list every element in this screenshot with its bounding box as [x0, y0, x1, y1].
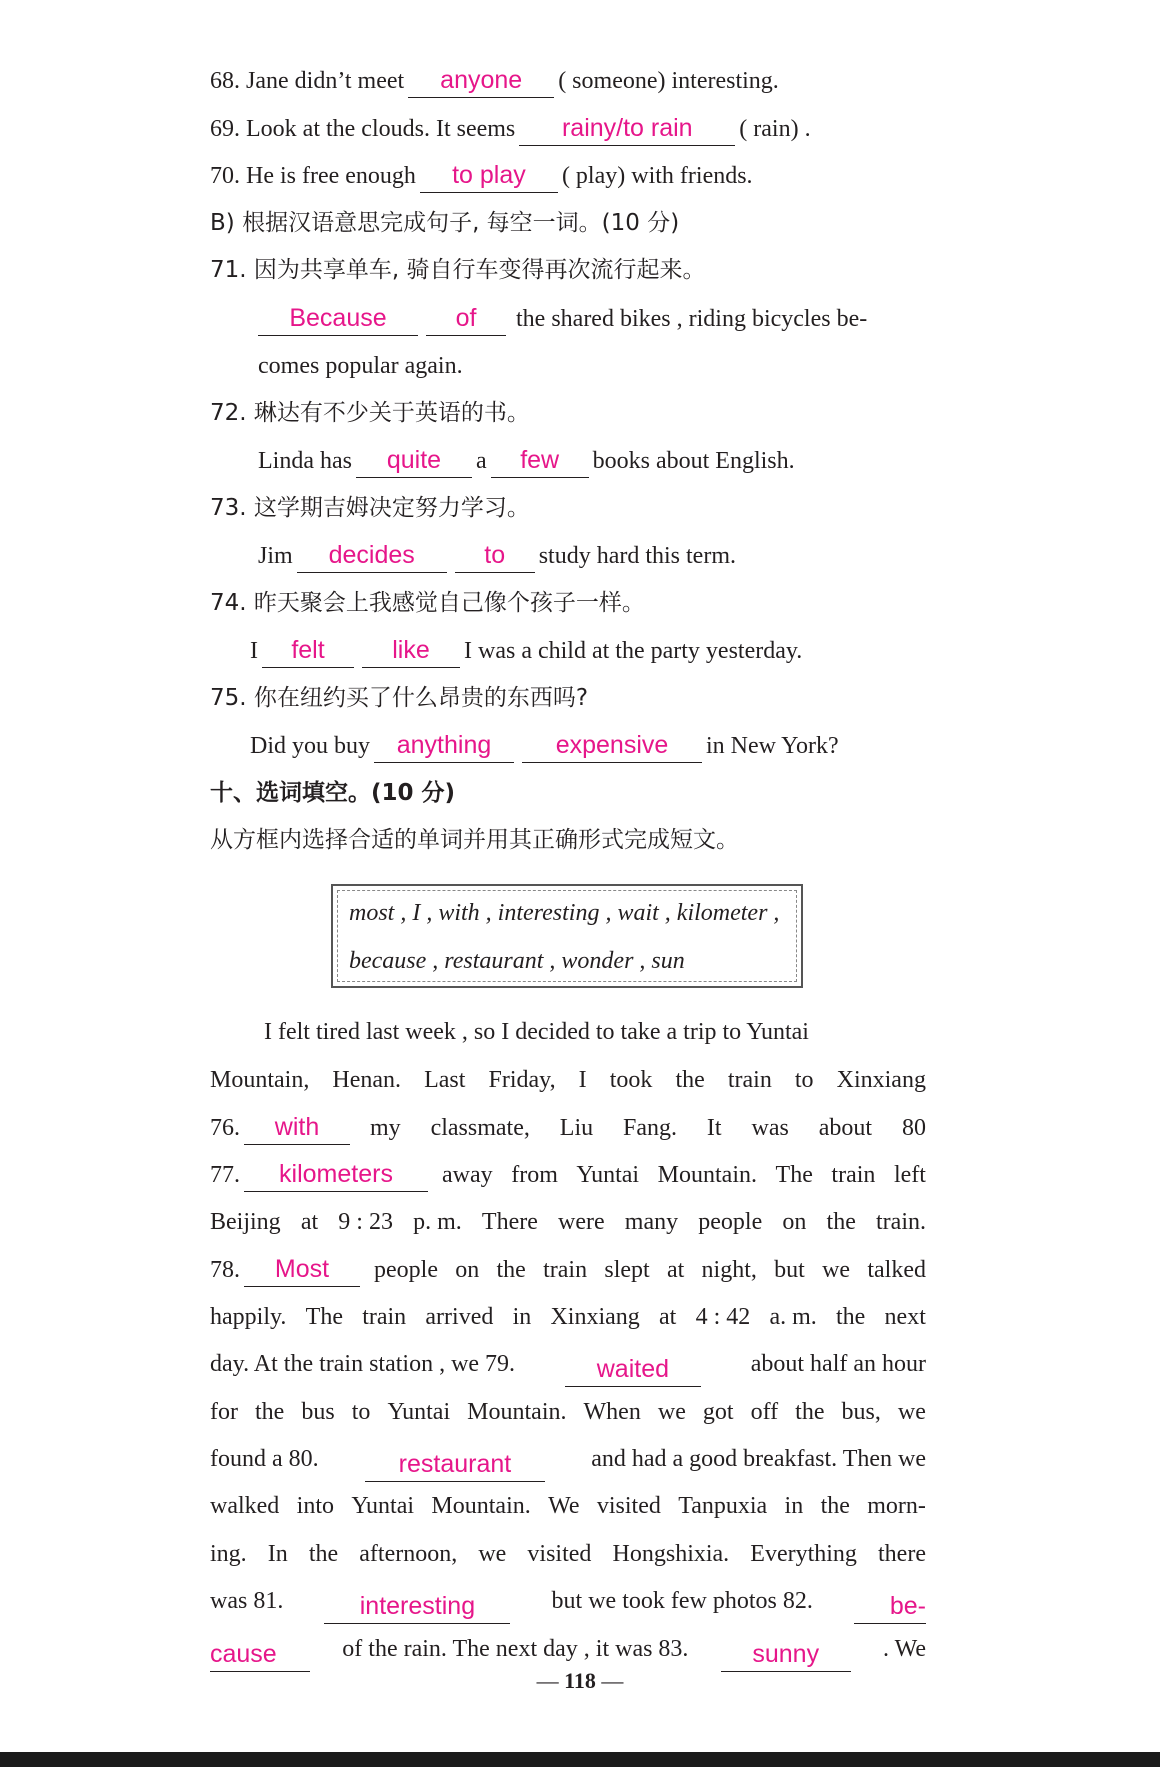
q68-text: 68. Jane didn’t meet	[210, 68, 405, 94]
passage-word: about	[818, 1115, 873, 1141]
answer-75a[interactable]: anything	[374, 728, 514, 763]
passage-word: we	[657, 1399, 686, 1425]
passage-word: 80	[901, 1115, 926, 1141]
answer-72b[interactable]: few	[491, 443, 589, 478]
answer-81[interactable]: interesting	[324, 1589, 510, 1624]
answer-79[interactable]: waited	[565, 1352, 701, 1387]
passage-word: the	[675, 1067, 705, 1093]
answer-76[interactable]: with	[244, 1110, 350, 1145]
answer-68[interactable]: anyone	[408, 63, 554, 98]
passage-word: Yuntai	[387, 1399, 451, 1425]
l3-words	[370, 1105, 926, 1151]
q69-post: ( rain) .	[739, 116, 811, 142]
passage-line-5	[210, 1199, 926, 1245]
passage-line-1: I felt tired last week , so I decided to take a trip to Yuntai	[264, 1019, 809, 1045]
q73-pre: Jim	[258, 543, 293, 569]
passage-word: Beijing	[210, 1209, 281, 1235]
passage-word: ing.	[210, 1541, 247, 1567]
question-69	[210, 106, 926, 152]
passage-line-2	[210, 1057, 926, 1103]
passage-word: on	[782, 1209, 807, 1235]
passage-word: we	[478, 1541, 507, 1567]
passage-line-11	[210, 1483, 926, 1529]
answer-71a[interactable]: Because	[258, 301, 418, 336]
passage-word: Mountain.	[657, 1162, 757, 1188]
passage-word: Henan.	[332, 1067, 402, 1093]
passage-word: into	[296, 1493, 335, 1519]
passage-word: The	[775, 1162, 813, 1188]
l14-mid: of the rain. The next day , it was 83.	[342, 1636, 689, 1662]
answer-75b[interactable]: expensive	[522, 728, 702, 763]
passage-line-9	[210, 1389, 926, 1435]
q71-post: the shared bikes , riding bicycles be-	[516, 306, 868, 332]
passage-word: Yuntai	[576, 1162, 640, 1188]
passage-word: bus	[301, 1399, 335, 1425]
passage-word: train.	[876, 1209, 926, 1235]
passage-word: Everything	[750, 1541, 857, 1567]
q72-post: books about English.	[592, 448, 795, 474]
l10-post: and had a good breakfast. Then we	[591, 1446, 926, 1472]
q75-post: in New York?	[706, 733, 839, 759]
passage-word: walked	[210, 1493, 280, 1519]
passage-word: for	[210, 1399, 238, 1425]
passage-word: 9 : 23	[338, 1209, 393, 1235]
passage-word: at	[659, 1304, 677, 1330]
passage-word: but	[774, 1257, 805, 1283]
passage-word: left	[893, 1162, 926, 1188]
section-b-heading: B) 根据汉语意思完成句子, 每空一词。(10 分)	[210, 210, 680, 236]
l8-post: about half an hour	[750, 1351, 926, 1377]
word-box-line-1: most , I , with , interesting , wait , kilometer ,	[349, 900, 780, 926]
passage-line-3	[210, 1105, 926, 1151]
passage-word: train	[362, 1304, 407, 1330]
passage-word: off	[750, 1399, 779, 1425]
answer-74a[interactable]: felt	[262, 633, 354, 668]
question-68	[210, 58, 926, 104]
passage-word: from	[511, 1162, 558, 1188]
q75-pre: Did you buy	[250, 733, 370, 759]
q68-post: ( someone) interesting.	[558, 68, 779, 94]
passage-word: there	[878, 1541, 926, 1567]
passage-word: Mountain.	[467, 1399, 567, 1425]
answer-70[interactable]: to play	[420, 158, 558, 193]
question-71	[254, 296, 926, 342]
section-10-instructions: 从方框内选择合适的单词并用其正确形式完成短文。	[210, 827, 739, 853]
passage-word: train	[831, 1162, 876, 1188]
passage-word: Hongshixia.	[612, 1541, 730, 1567]
passage-word: the	[820, 1493, 850, 1519]
answer-78[interactable]: Most	[244, 1252, 360, 1287]
l4-words	[442, 1152, 926, 1198]
passage-word: Last	[424, 1067, 466, 1093]
passage-word: we	[822, 1257, 851, 1283]
passage-word: got	[702, 1399, 734, 1425]
label-81: was 81.	[210, 1588, 284, 1614]
passage-word: afternoon,	[359, 1541, 458, 1567]
passage-word: the	[795, 1399, 825, 1425]
passage-word: morn-	[867, 1493, 926, 1519]
passage-word: Mountain.	[431, 1493, 531, 1519]
page-number: 118	[564, 1668, 596, 1693]
passage-word: the	[308, 1541, 339, 1567]
passage-word: the	[836, 1304, 866, 1330]
passage-word: next	[884, 1304, 926, 1330]
label-78: 78.	[210, 1257, 240, 1283]
q75-chinese: 75. 你在纽约买了什么昂贵的东西吗?	[210, 685, 589, 711]
q74-post: I was a child at the party yesterday.	[464, 638, 803, 664]
passage-word: When	[583, 1399, 641, 1425]
answer-80[interactable]: restaurant	[365, 1447, 545, 1482]
passage-word: train	[543, 1257, 588, 1283]
q70-text: 70. He is free enough	[210, 163, 416, 189]
question-70	[210, 153, 926, 199]
passage-line-7	[210, 1294, 926, 1340]
passage-word: people	[374, 1257, 438, 1283]
passage-word: train	[727, 1067, 772, 1093]
q71-chinese: 71. 因为共享单车, 骑自行车变得再次流行起来。	[210, 257, 706, 283]
answer-73b[interactable]: to	[455, 538, 535, 573]
passage-word: Xinxiang	[550, 1304, 640, 1330]
passage-word: at	[300, 1209, 319, 1235]
passage-word: away	[442, 1162, 493, 1188]
passage-word: were	[558, 1209, 605, 1235]
question-75	[250, 723, 966, 769]
passage-line-4	[210, 1152, 926, 1198]
q74-pre: I	[250, 638, 258, 664]
passage-word: Xinxiang	[836, 1067, 926, 1093]
passage-line-6	[210, 1247, 926, 1293]
passage-word: many	[624, 1209, 679, 1235]
passage-word: Friday,	[488, 1067, 556, 1093]
passage-word: people	[698, 1209, 763, 1235]
passage-word: was	[751, 1115, 789, 1141]
page-footer: — 118 —	[536, 1668, 624, 1693]
passage-word: arrived	[425, 1304, 494, 1330]
passage-word: Yuntai	[351, 1493, 415, 1519]
question-74	[250, 628, 966, 674]
passage-word: slept	[604, 1257, 650, 1283]
l6-words	[374, 1247, 926, 1293]
passage-word: 4 : 42	[695, 1304, 751, 1330]
passage-word: the	[255, 1399, 285, 1425]
passage-word: classmate,	[430, 1115, 530, 1141]
passage-line-8	[210, 1341, 926, 1387]
word-box-line-2: because , restaurant , wonder , sun	[349, 948, 685, 974]
answer-74b[interactable]: like	[362, 633, 460, 668]
passage-word: The	[305, 1304, 343, 1330]
passage-word: the	[826, 1209, 856, 1235]
question-73	[258, 533, 974, 579]
word-box	[331, 884, 803, 988]
passage-word: visited	[596, 1493, 661, 1519]
bottom-bar	[0, 1752, 1160, 1767]
passage-word: talked	[867, 1257, 926, 1283]
passage-line-12	[210, 1531, 926, 1577]
passage-word: We	[548, 1493, 580, 1519]
passage-word: Tanpuxia	[678, 1493, 768, 1519]
passage-word: to	[794, 1067, 814, 1093]
q69-text: 69. Look at the clouds. It seems	[210, 116, 516, 142]
answer-82-part2[interactable]: cause	[210, 1637, 310, 1672]
passage-word: bus,	[841, 1399, 881, 1425]
passage-word: on	[455, 1257, 480, 1283]
q72-pre: Linda has	[258, 448, 352, 474]
passage-word: at	[666, 1257, 685, 1283]
q71-continued: comes popular again.	[258, 353, 463, 379]
passage-word: we	[897, 1399, 926, 1425]
passage-word: in	[512, 1304, 532, 1330]
q72-chinese: 72. 琳达有不少关于英语的书。	[210, 400, 530, 426]
answer-69[interactable]: rainy/to rain	[519, 111, 735, 146]
passage-line-14	[210, 1626, 926, 1672]
passage-line-10	[210, 1436, 926, 1482]
passage-word: took	[609, 1067, 653, 1093]
passage-word: Fang.	[623, 1115, 678, 1141]
label-79: day. At the train station , we 79.	[210, 1351, 516, 1377]
passage-word: night,	[701, 1257, 757, 1283]
section-10-title: 十、选词填空。(10 分)	[210, 780, 456, 806]
label-76: 76.	[210, 1115, 240, 1141]
passage-word: in	[784, 1493, 804, 1519]
answer-82-part1[interactable]: be-	[854, 1589, 926, 1624]
passage-word: my	[370, 1115, 401, 1141]
q73-post: study hard this term.	[538, 543, 736, 569]
passage-word: p. m.	[413, 1209, 462, 1235]
passage-word: In	[267, 1541, 288, 1567]
l13-mid: but we took few photos 82.	[551, 1588, 813, 1614]
q74-chinese: 74. 昨天聚会上我感觉自己像个孩子一样。	[210, 590, 645, 616]
q73-chinese: 73. 这学期吉姆决定努力学习。	[210, 495, 530, 521]
l14-post: . We	[883, 1636, 926, 1662]
passage-word: to	[351, 1399, 371, 1425]
passage-word: happily.	[210, 1304, 287, 1330]
answer-83[interactable]: sunny	[721, 1637, 851, 1672]
passage-word: a. m.	[769, 1304, 817, 1330]
passage-line-13	[210, 1578, 926, 1624]
passage-word: It	[706, 1115, 722, 1141]
q72-mid: a	[475, 448, 487, 474]
answer-73a[interactable]: decides	[297, 538, 447, 573]
label-77: 77.	[210, 1162, 240, 1188]
passage-word: Liu	[559, 1115, 594, 1141]
passage-word: Mountain,	[210, 1067, 310, 1093]
passage-word: the	[496, 1257, 526, 1283]
question-72	[258, 438, 974, 484]
answer-71b[interactable]: of	[426, 301, 506, 336]
passage-word: visited	[527, 1541, 592, 1567]
label-80: found a 80.	[210, 1446, 319, 1472]
passage-word: I	[578, 1067, 587, 1093]
passage-word: There	[481, 1209, 538, 1235]
answer-77[interactable]: kilometers	[244, 1157, 428, 1192]
answer-72a[interactable]: quite	[356, 443, 472, 478]
q70-post: ( play) with friends.	[561, 163, 753, 189]
